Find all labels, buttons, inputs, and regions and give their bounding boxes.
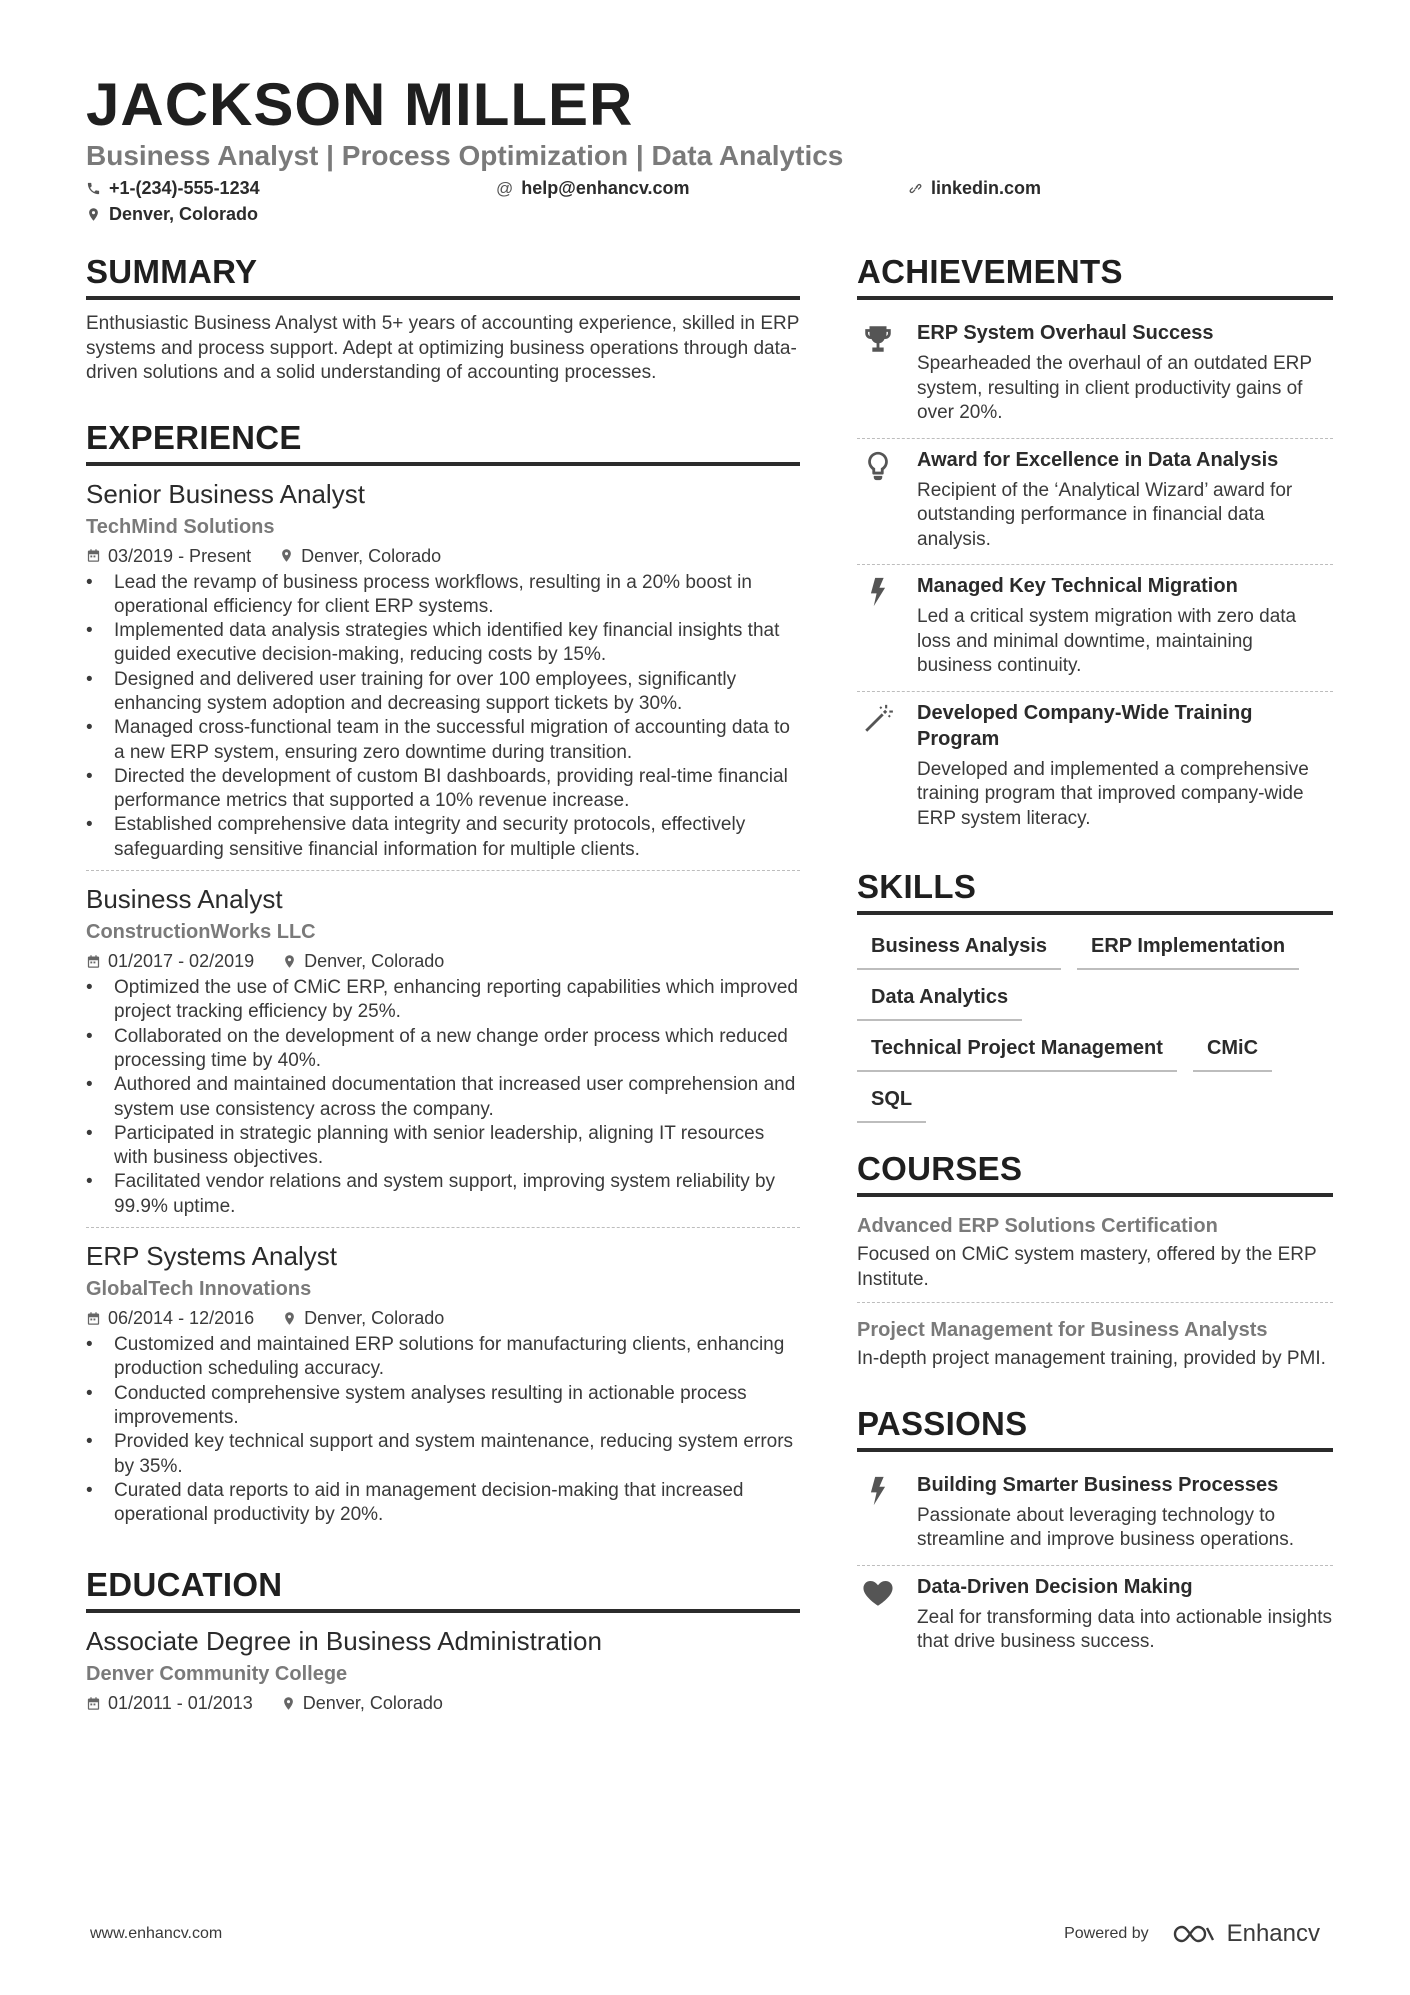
contact-link[interactable] — [908, 178, 1041, 199]
skill-tag: Business Analysis — [857, 931, 1061, 970]
skill-tag: SQL — [857, 1084, 926, 1123]
achievements-title: ACHIEVEMENTS — [857, 252, 1333, 300]
course-title: Project Management for Business Analysts — [857, 1319, 1268, 1341]
trophy-icon — [861, 322, 895, 356]
achievement-text: Led a critical system migration with zero data loss and minimal downtime, maintaining business continuity. — [917, 606, 1297, 676]
job-dates: 06/2014 - 12/2016 — [108, 1308, 255, 1329]
phone-text: +1-(234)-555-1234 — [109, 178, 260, 198]
powered-by — [1064, 1920, 1320, 1948]
skills-title: SKILLS — [857, 867, 1333, 915]
education-meta — [86, 1690, 800, 1716]
summary-section — [86, 252, 800, 386]
job-meta — [86, 543, 800, 569]
contact-info — [86, 178, 1336, 234]
location-pin-icon — [282, 954, 297, 969]
education-title: EDUCATION — [86, 1565, 800, 1613]
job-entry — [86, 478, 800, 872]
bullet-item: • Optimized the use of CMiC ERP, enhancing reporting capabilities which improved project tracking efficiency by 25%. — [86, 976, 800, 1025]
job-bullets — [86, 571, 800, 863]
achievement-text: Recipient of the ‘Analytical Wizard’ award for outstanding performance in financial data analysis. — [917, 479, 1293, 550]
achievement-title: Managed Key Technical Migration — [917, 575, 1238, 597]
course-item — [857, 1209, 1333, 1303]
bullet-item: • Designed and delivered user training for over 100 employees, significantly enhancing system adoption and decreasing support tickets by 30%. — [86, 668, 800, 717]
experience-title: EXPERIENCE — [86, 418, 800, 466]
job-bullets — [86, 1333, 800, 1527]
passions-title: PASSIONS — [857, 1404, 1333, 1452]
summary-title: SUMMARY — [86, 252, 800, 300]
achievement-title: ERP System Overhaul Success — [917, 322, 1214, 344]
location-pin-icon — [282, 1311, 297, 1326]
achievement-item — [857, 312, 1333, 439]
course-text: In-depth project management training, provided by PMI. — [857, 1348, 1326, 1369]
skill-tag: Technical Project Management — [857, 1033, 1177, 1072]
left-column — [86, 252, 800, 1716]
education-section — [86, 1565, 800, 1716]
bullet-item: • Directed the development of custom BI dashboards, providing real-time financial performance metrics that supported a 10% revenue increase. — [86, 765, 800, 814]
education-location: Denver, Colorado — [302, 1693, 443, 1714]
lightbulb-icon — [861, 449, 895, 483]
brand-logo[interactable] — [1171, 1920, 1320, 1948]
at-icon: @ — [496, 178, 514, 198]
summary-text: Enthusiastic Business Analyst with 5+ years of accounting experience, skilled in ERP systems and process support. Adept at optimizing business operations through data-driven solutions and a solid understanding of accounting processes. — [86, 313, 800, 383]
phone-icon — [86, 181, 101, 196]
job-entry — [86, 1240, 800, 1535]
location-pin-icon — [281, 1696, 296, 1711]
bullet-item: • Managed cross-functional team in the successful migration of accounting data to a new ERP system, ensuring zero downtime during transition. — [86, 716, 800, 765]
achievement-item — [857, 439, 1333, 566]
brand-name: Enhancv — [1226, 1920, 1320, 1947]
lightning-icon — [861, 1474, 895, 1508]
location-text: Denver, Colorado — [109, 204, 259, 224]
passion-item — [857, 1464, 1333, 1566]
achievement-title: Award for Excellence in Data Analysis — [917, 448, 1279, 471]
bullet-item: • Facilitated vendor relations and system support, improving system reliability by 99.9% uptime. — [86, 1170, 800, 1219]
powered-by-label: Powered by — [1064, 1925, 1149, 1942]
job-location: Denver, Colorado — [304, 951, 445, 972]
calendar-icon — [86, 548, 101, 563]
link-text: linkedin.com — [931, 178, 1042, 198]
courses-title: COURSES — [857, 1149, 1333, 1197]
contact-location — [86, 204, 258, 225]
contact-email[interactable] — [496, 178, 690, 199]
skill-tag: Data Analytics — [857, 982, 1022, 1021]
bullet-item: • Conducted comprehensive system analyses resulting in actionable process improvements. — [86, 1382, 800, 1431]
lightning-icon — [861, 575, 895, 609]
candidate-name: JACKSON MILLER — [86, 71, 634, 138]
skill-tag: CMiC — [1193, 1033, 1272, 1072]
job-location: Denver, Colorado — [304, 1308, 445, 1329]
bullet-item: • Established comprehensive data integrity and security protocols, effectively safeguarding sensitive financial information for multiple clients. — [86, 813, 800, 862]
course-item — [857, 1313, 1333, 1382]
achievements-section — [857, 252, 1333, 843]
job-dates: 03/2019 - Present — [108, 545, 252, 566]
experience-section — [86, 418, 800, 1536]
bullet-item: • Curated data reports to aid in management decision-making that increased operational productivity by 20%. — [86, 1479, 800, 1528]
passion-text: Zeal for transforming data into actionable insights that drive business success. — [917, 1606, 1333, 1652]
school-name: Denver Community College — [86, 1663, 348, 1686]
location-pin-icon — [86, 207, 101, 222]
calendar-icon — [86, 1696, 101, 1711]
job-title: Senior Business Analyst — [86, 478, 365, 509]
page-footer — [90, 1920, 1320, 1948]
job-dates: 01/2017 - 02/2019 — [108, 951, 255, 972]
enhancv-logo-icon — [1171, 1922, 1217, 1946]
achievement-text: Developed and implemented a comprehensive training program that improved company-wide ERP system literacy. — [917, 758, 1309, 829]
passions-section — [857, 1404, 1333, 1667]
candidate-tagline: Business Analyst | Process Optimization | Data Analytics — [86, 140, 844, 171]
course-title: Advanced ERP Solutions Certification — [857, 1215, 1218, 1237]
job-bullets — [86, 976, 800, 1219]
achievement-item — [857, 565, 1333, 692]
job-title: Business Analyst — [86, 884, 283, 915]
skill-tag: ERP Implementation — [1077, 931, 1299, 970]
job-company: GlobalTech Innovations — [86, 1278, 312, 1301]
achievement-item — [857, 692, 1333, 844]
course-text: Focused on CMiC system mastery, offered by the ERP Institute. — [857, 1244, 1317, 1290]
job-meta — [86, 1305, 800, 1331]
bullet-item: • Customized and maintained ERP solutions for manufacturing clients, enhancing production scheduling accuracy. — [86, 1333, 800, 1382]
location-pin-icon — [279, 548, 294, 563]
magic-wand-icon — [861, 702, 895, 736]
job-company: TechMind Solutions — [86, 515, 275, 538]
job-location: Denver, Colorado — [301, 545, 442, 566]
bullet-item: • Provided key technical support and system maintenance, reducing system errors by 35%. — [86, 1430, 800, 1479]
job-entry — [86, 883, 800, 1228]
achievement-text: Spearheaded the overhaul of an outdated ERP system, resulting in client productivity gains of over 20%. — [917, 353, 1312, 423]
passion-title: Data-Driven Decision Making — [917, 1575, 1193, 1598]
email-text: help@enhancv.com — [521, 178, 690, 198]
passion-text: Passionate about leveraging technology to streamline and improve business operations. — [917, 1504, 1295, 1550]
job-title: ERP Systems Analyst — [86, 1241, 337, 1272]
achievement-title: Developed Company-Wide Training Program — [917, 701, 1253, 750]
degree-title: Associate Degree in Business Administration — [86, 1626, 602, 1657]
bullet-item: • Participated in strategic planning with senior leadership, aligning IT resources with business objectives. — [86, 1122, 800, 1171]
calendar-icon — [86, 1311, 101, 1326]
resume-header — [86, 72, 1336, 234]
job-company: ConstructionWorks LLC — [86, 921, 316, 944]
link-icon — [908, 181, 923, 196]
education-dates: 01/2011 - 01/2013 — [108, 1693, 253, 1714]
bullet-item: • Collaborated on the development of a new change order process which reduced processing time by 40%. — [86, 1025, 800, 1074]
passion-item — [857, 1566, 1333, 1667]
bullet-item: • Authored and maintained documentation that increased user comprehension and system use consistency across the company. — [86, 1073, 800, 1122]
right-column — [857, 252, 1333, 1667]
courses-section — [857, 1149, 1333, 1382]
heart-icon — [861, 1576, 895, 1610]
job-meta — [86, 948, 800, 974]
skills-list — [857, 931, 1333, 1123]
passion-title: Building Smarter Business Processes — [917, 1473, 1279, 1496]
calendar-icon — [86, 954, 101, 969]
skills-section — [857, 867, 1333, 1123]
bullet-item: • Implemented data analysis strategies which identified key financial insights that guided executive decision-making, reducing costs by 15%. — [86, 619, 800, 668]
bullet-item: • Lead the revamp of business process workflows, resulting in a 20% boost in operational efficiency for client ERP systems. — [86, 571, 800, 620]
contact-phone[interactable] — [86, 178, 260, 199]
footer-website-link[interactable]: www.enhancv.com — [90, 1925, 223, 1942]
